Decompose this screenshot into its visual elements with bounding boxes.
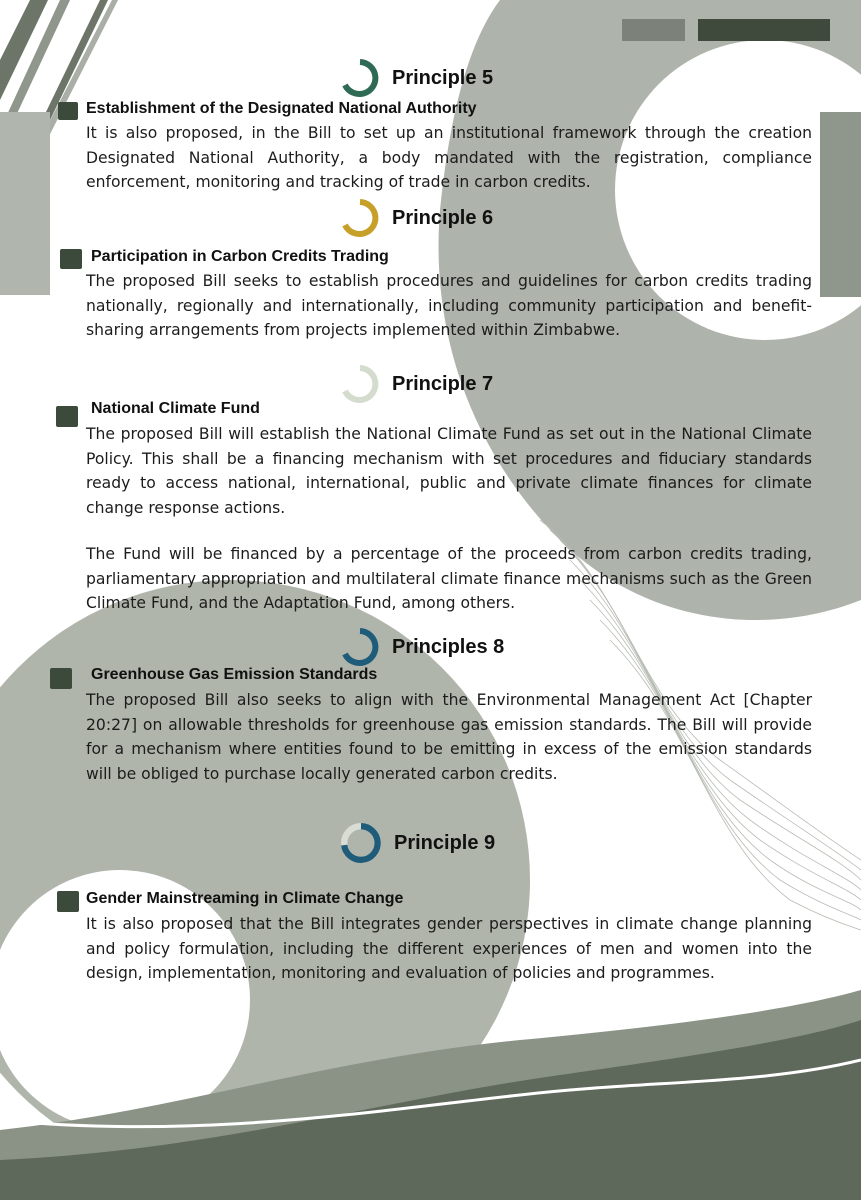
- header-bar-dark: [698, 19, 830, 41]
- principle-6-paragraph: The proposed Bill seeks to establish procedures and guidelines for carbon credits trading nationally, regionally and internationally, including community participation and benefit-sharing arrangements from projects implemented within Zimbabwe.: [86, 272, 812, 339]
- principle-8-heading: [340, 627, 504, 667]
- principle-7-title: Principle 7: [392, 372, 494, 395]
- principle-8-title: Principles 8: [392, 635, 505, 658]
- ring-icon: [340, 822, 382, 864]
- principle-9-title: Principle 9: [394, 831, 496, 854]
- header-bar-light: [622, 19, 685, 41]
- principle-6-heading: [340, 198, 493, 238]
- ring-icon: [340, 58, 380, 98]
- principle-6-title: Principle 6: [392, 206, 494, 229]
- principle-8-paragraph: The proposed Bill also seeks to align with the Environmental Management Act [Chapter 20:27] on allowable thresholds for greenhouse gas emission standards. The Bill will provide for a mechanism where entities found to be emitting in excess of the emission standards will be obliged to purchase locally generated carbon credits.: [86, 691, 812, 783]
- ring-icon: [340, 364, 380, 404]
- principle-5-paragraph: It is also proposed, in the Bill to set up an institutional framework through the creation Designated National Authority, a body mandated with the registration, compliance enforcement, monitoring and tracking of trade in carbon credits.: [86, 124, 812, 191]
- principle-8-subheading: Greenhouse Gas Emission Standards: [91, 666, 378, 683]
- principle-5-heading: [340, 58, 493, 98]
- ring-icon: [340, 198, 380, 238]
- bullet-square: [50, 668, 72, 689]
- bullet-square: [56, 406, 78, 427]
- principle-5-title: Principle 5: [392, 66, 494, 89]
- principle-9-paragraph: It is also proposed that the Bill integrates gender perspectives in climate change planning and policy formulation, including the different experiences of men and women into the design, implementation, monitoring and evaluation of policies and programmes.: [86, 915, 812, 982]
- principle-6-subheading: Participation in Carbon Credits Trading: [91, 248, 389, 265]
- lower-left-white-disc: [0, 870, 250, 1130]
- principle-7-paragraph-2: The Fund will be financed by a percentage of the proceeds from carbon credits trading, parliamentary appropriation and multilateral climate finance mechanisms such as the Green Climate Fund, and the Adaptation Fund, among others.: [86, 545, 812, 612]
- right-band-decoration: [820, 112, 861, 297]
- principle-7-heading: [340, 364, 493, 404]
- ring-icon: [340, 627, 380, 667]
- left-band-decoration: [0, 112, 50, 295]
- bullet-square: [60, 249, 82, 269]
- bullet-square: [58, 102, 78, 120]
- principle-9-subheading: Gender Mainstreaming in Climate Change: [86, 890, 404, 907]
- principle-7-subheading: National Climate Fund: [91, 400, 260, 417]
- principle-5-subheading: Establishment of the Designated National Authority: [86, 100, 477, 117]
- bullet-square: [57, 891, 79, 912]
- principle-9-heading: [340, 822, 495, 864]
- principle-7-paragraph-1: The proposed Bill will establish the National Climate Fund as set out in the National Climate Policy. This shall be a financing mechanism with set procedures and fiduciary standards ready to access national, international, public and private climate finances for climate change response actions.: [86, 425, 812, 517]
